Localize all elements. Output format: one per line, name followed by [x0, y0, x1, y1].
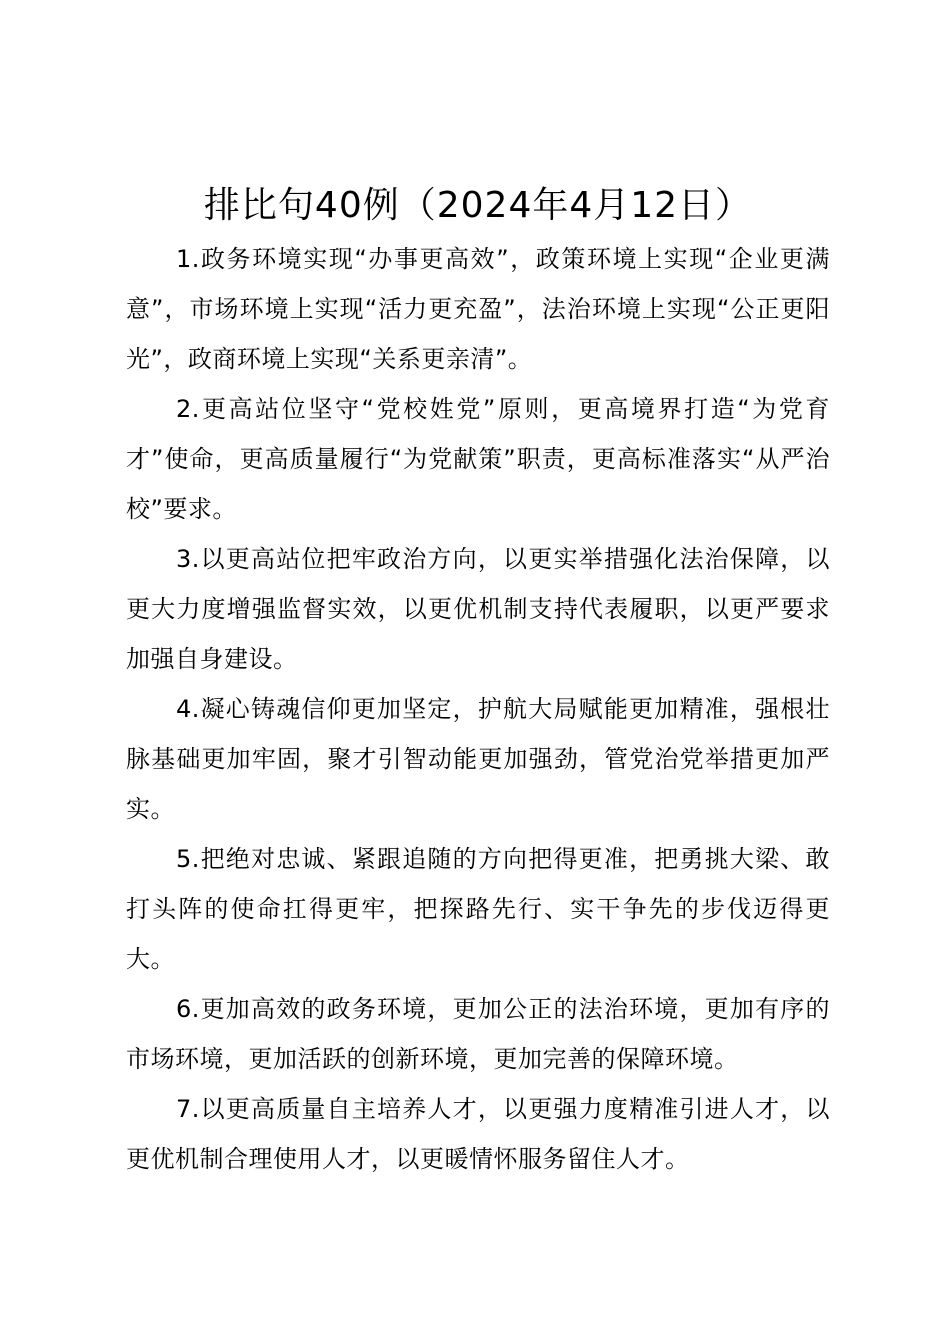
paragraph-4: 4.凝心铸魂信仰更加坚定，护航大局赋能更加精准，强根壮脉基础更加牢固，聚才引智动能更加强劲，管党治党举措更加严实。: [126, 695, 830, 823]
document-title: 排比句40例（2024年4月12日）: [203, 185, 753, 226]
paragraph-3: 3.以更高站位把牢政治方向，以更实举措强化法治保障，以更大力度增强监督实效，以更优机制支持代表履职，以更严要求加强自身建设。: [126, 545, 830, 673]
paragraph-1: 1.政务环境实现“办事更高效”，政策环境上实现“企业更满意”，市场环境上实现“活力更充盈”，法治环境上实现“公正更阳光”，政商环境上实现“关系更亲清”。: [126, 245, 830, 373]
paragraph-7: 7.以更高质量自主培养人才，以更强力度精准引进人才，以更优机制合理使用人才，以更暖情怀服务留住人才。: [126, 1095, 830, 1173]
paragraph-6: 6.更加高效的政务环境，更加公正的法治环境，更加有序的市场环境，更加活跃的创新环境，更加完善的保障环境。: [126, 995, 830, 1073]
paragraph-2: 2.更高站位坚守“党校姓党”原则，更高境界打造“为党育才”使命，更高质量履行“为党献策”职责，更高标准落实“从严治校”要求。: [126, 395, 830, 523]
paragraph-5: 5.把绝对忠诚、紧跟追随的方向把得更准，把勇挑大梁、敢打头阵的使命扛得更牢，把探路先行、实干争先的步伐迈得更大。: [126, 845, 830, 973]
document-body: [126, 234, 830, 1184]
